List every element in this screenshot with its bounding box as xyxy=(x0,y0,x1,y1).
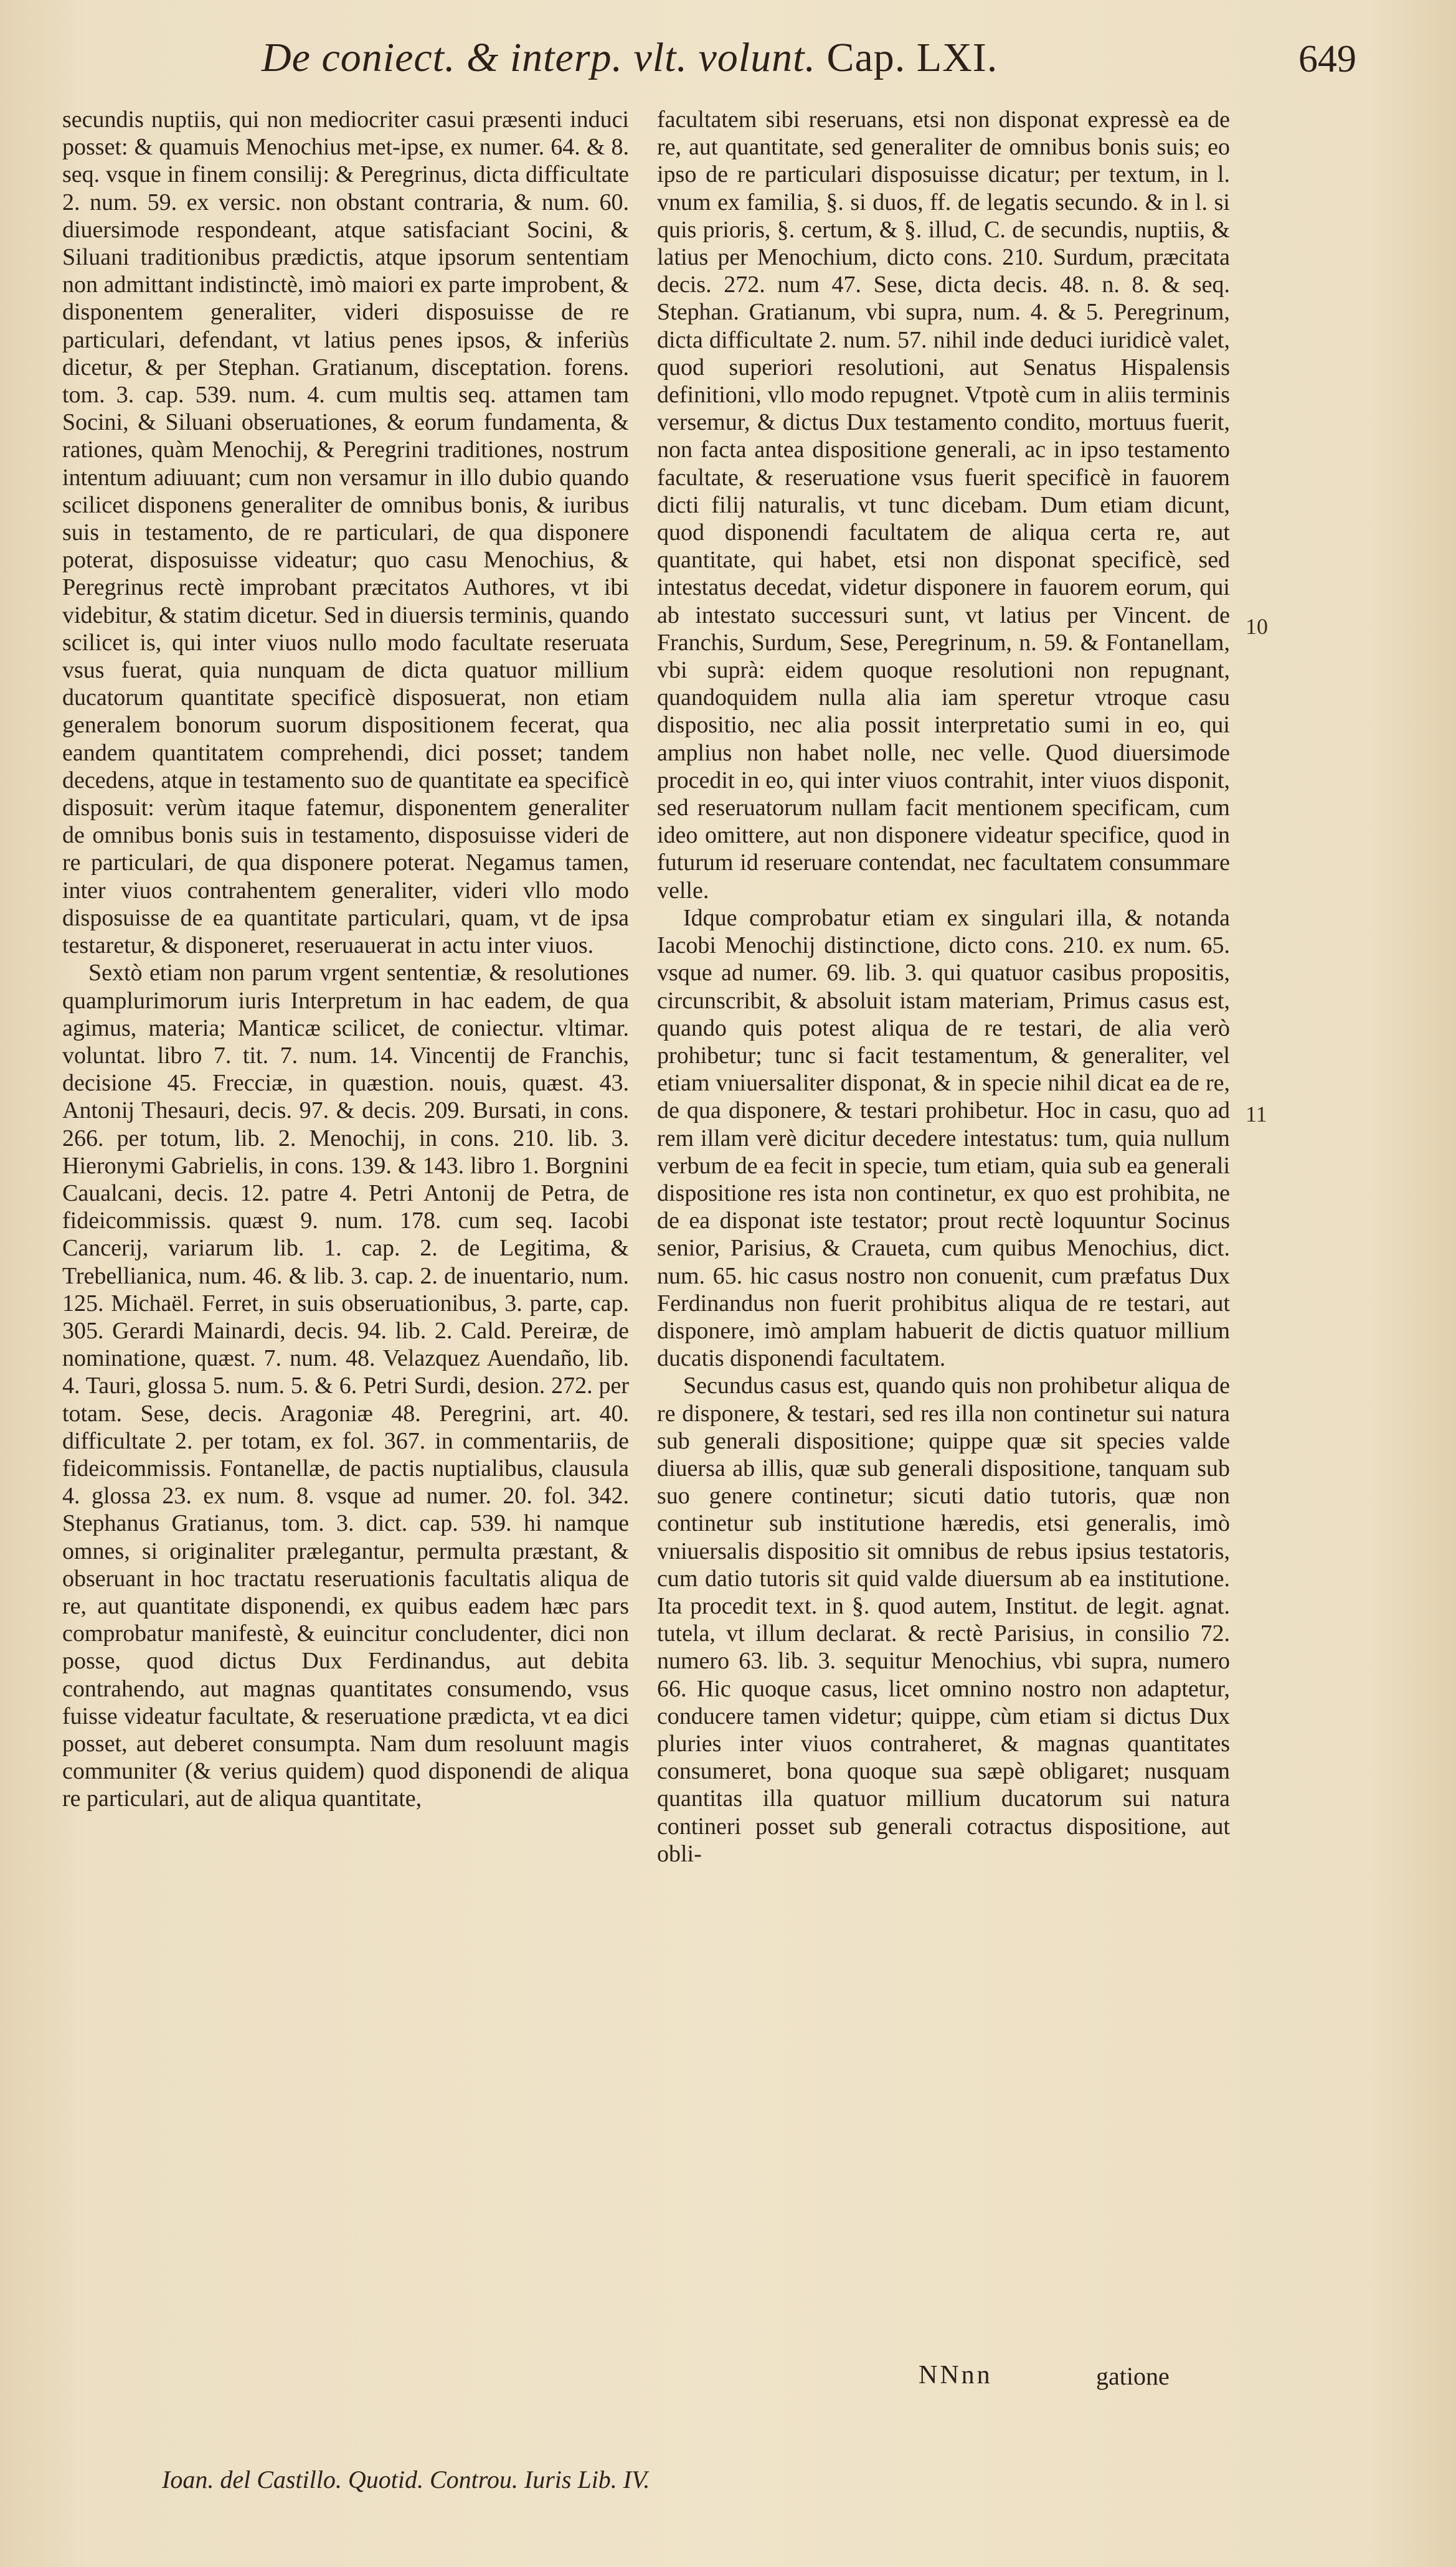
page-number: 649 xyxy=(1298,38,1356,80)
right-paragraph-3: Secundus casus est, quando quis non prohibetur aliqua de re disponere, & testari, sed res illa non continetur sui natura sub generali dispositione; quippe quæ sit species valde diuersa ab illis, quæ sub generali dispositione, tanquam sub suo genere continetur; sicuti datio tutoris, quæ non continetur sub institutione hæredis, etsi generalis, imò vniuersalis dispositio sit omnibus de rebus ipsius testatoris, cum datio tutoris sit quid valde diuersum ab ea institutione. Ita procedit text. in §. quod autem, Institut. de legit. agnat. tutela, vt illum declarat. & rectè Parisius, in consilio 72. numero 63. lib. 3. sequitur Menochius, vbi supra, numero 66. Hic quoque casus, licet omnino nostro non adaptetur, conducere tamen videtur; quippe, cùm etiam si dictus Dux pluries inter viuos contraheret, & magnas quantitates consumeret, bona quoque sua sæpè obligaret; nusquam quantitas illa quatuor millium ducatorum sui natura contineri posset sub generali cotractus dispositione, aut obli- xyxy=(657,1373,1230,1867)
right-column xyxy=(657,106,1230,2385)
catchword: gatione xyxy=(1096,2362,1170,2390)
right-paragraph-2: Idque comprobatur etiam ex singulari illa, & notanda Iacobi Menochij distinctione, dicto cons. 210. ex num. 65. vsque ad numer. 69. lib. 3. qui quatuor casibus propositis, circunscribit, & absoluit istam materiam, Primus casus est, quando quis potest aliqua de re testari, de alia verò prohibetur; tunc si facit testamentum, & generaliter, vel etiam vniuersaliter disponat, & in specie nihil dicat ea de re, de qua disponere, & testari prohibetur. Hoc in casu, quo ad rem illam verè dicitur decedere intestatus: tum, quia nullum verbum de ea fecit in specie, tum etiam, quia sub ea generali dispositione res ista non continetur, ex quo est prohibita, ne de ea disponat iste testator; prout rectè loquuntur Socinus senior, Parisius, & Craueta, cum quibus Menochius, dict. num. 65. hic casus nostro non conuenit, cum præfatus Dux Ferdinandus non fuerit prohibitus aliqua de re testari, aut disponere, imò amplam habuerit de dictis quatuor millium ducatis disponendi facultatem. xyxy=(657,904,1230,1372)
signature-mark: NNnn xyxy=(919,2361,993,2390)
chapter-label: Cap. LXI. xyxy=(826,35,998,80)
margin-number-11: 11 xyxy=(1246,1102,1267,1127)
left-paragraph-2: Sextò etiam non parum vrgent sententiæ, & resolutiones quamplurimorum iuris Interpretum in hac eadem, de qua agimus, materia; Manticæ scilicet, de coniectur. vltimar. voluntat. libro 7. tit. 7. num. 14. Vincentij de Franchis, decisione 45. Frecciæ, in quæstion. nouis, quæst. 43. Antonij Thesauri, decis. 97. & decis. 209. Bursati, in cons. 266. per totum, lib. 2. Menochij, in cons. 210. lib. 3. Hieronymi Gabrielis, in cons. 139. & 143. libro 1. Borgnini Caualcani, decis. 12. patre 4. Petri Antonij de Petra, de fideicommissis. quæst 9. num. 178. cum seq. Iacobi Cancerij, variarum lib. 1. cap. 2. de Legitima, & Trebellianica, num. 46. & lib. 3. cap. 2. de inuentario, num. 125. Michaël. Ferret, in suis obseruationibus, 3. parte, cap. 305. Gerardi Mainardi, decis. 94. lib. 2. Cald. Pereiræ, de nominatione, quæst. 7. num. 48. Velazquez Auendaño, lib. 4. Tauri, glossa 5. num. 5. & 6. Petri Surdi, desion. 272. per totam. Sese, decis. Aragoniæ 48. Peregrini, art. 40. difficultate 2. per totam, ex fol. 367. in commentariis, de fideicommissis. Fontanellæ, de pactis nuptialibus, clausula 4. glossa 23. ex num. 8. vsque ad numer. 20. fol. 342. Stephanus Gratianus, tom. 3. dict. cap. 539. hi namque omnes, si originaliter prælegantur, permulta præstant, & obseruant in hoc tractatu reseruationis facultatis aliqua de re, aut quantitate disponendi, ex quibus eadem hæc pars comprobatur manifestè, & euincitur concludenter, dici non posse, quod dictus Dux Ferdinandus, aut debita contrahendo, aut magnas quantitates consumendo, vsus fuisse videatur facultate, & reseruatione prædicta, vt ea dici posset, aut deberet consumpta. Nam dum resoluunt magis communiter (& verius quidem) quod disponendi de aliqua re particulari, aut de aliqua quantitate, xyxy=(62,960,629,1812)
running-header xyxy=(262,34,1258,103)
left-paragraph-1: secundis nuptiis, qui non mediocriter casui præsenti induci posset: & quamuis Menochius met-ipse, ex numer. 64. & 8. seq. vsque in finem consilij: & Peregrinus, dicta difficultate 2. num. 59. ex versic. non obstant contraria, & num. 60. diuersimode respondeant, atque satisfaciant Socini, & Siluani traditionibus prædictis, atque ipsorum sententiam non admittant indistinctè, imò maiori ex parte improbent, & disponentem generaliter, videri disposuisse de re particulari, defendant, vt latius penes ipsos, & inferiùs dicetur, & per Stephan. Gratianum, disceptation. forens. tom. 3. cap. 539. num. 4. cum multis seq. attamen tam Socini, & Siluani obseruationes, & eorum fundamenta, & rationes, quàm Menochij, & Peregrini traditiones, nostrum intentum adiuuant; cum non versamur in illo dubio quando scilicet disponens generaliter de omnibus bonis, & iuribus suis in testamento, de re particulari, de qua disponere poterat, disposuisse videatur; quo casu Menochius, & Peregrinus rectè improbant præcitatos Authores, vt ibi videbitur, & statim dicetur. Sed in diuersis terminis, quando scilicet is, qui inter viuos nullo modo facultate reseruata vsus fuerat, quia nunquam de dicta quatuor millium ducatorum quantitate specificè disposuerat, non etiam generalem bonorum suorum dispositionem fecerat, qua eandem quantitatem comprehendi, dici posset; tandem decedens, atque in testamento suo de quantitate ea specificè disposuit: verùm itaque fatemur, disponentem generaliter de omnibus bonis suis in testamento, disposuisse videri de re particulari, de qua disponere poterat. Negamus tamen, inter viuos contrahentem generaliter, videri vllo modo disposuisse de ea quantitate particulari, quam, vt de ipsa testaretur, & disponeret, reseruauerat in actu inter viuos. xyxy=(62,106,629,959)
margin-number-10: 10 xyxy=(1246,614,1268,639)
right-paragraph-1: facultatem sibi reseruans, etsi non disponat expressè ea de re, aut quantitate, sed generaliter de omnibus bonis suis; eo ipso de re particulari disposuisse dicatur; per textum, in l. vnum ex familia, §. si duos, ff. de legatis secundo. & in l. si quis prioris, §. certum, & §. illud, C. de secundis, nuptiis, & latius per Menochium, dicto cons. 210. Surdum, præcitata decis. 272. num 47. Sese, dicta decis. 48. n. 8. & seq. Stephan. Gratianum, vbi supra, num. 4. & 5. Peregrinum, dicta difficultate 2. num. 57. nihil inde deduci iuridicè valet, quod superiori resolutioni, aut Senatus Hispalensis definitioni, vllo modo repugnet. Vtpotè cum in aliis terminis versemur, & dictus Dux testamento condito, mortuus fuerit, non facta antea dispositione generali, ac in ipso testamento facultate, & reseruatione vsus fuerit specificè in fauorem dicti filij naturalis, vt tunc dicebam. Dum etiam dicunt, quod disponendi facultatem de aliqua certa re, aut quantitate, qui habet, etsi non disponat specificè, sed intestatus decedat, videtur disponere in fauorem eorum, qui ab intestato successuri sunt, vt latius per Vincent. de Franchis, Surdum, Sese, Peregrinum, n. 59. & Fontanellam, vbi suprà: eidem quoque resolutioni non repugnant, quandoquidem nulla alia iam speretur vtroque casu dispositio, nec alia possit interpretatio sumi in eo, qui amplius non habet nolle, nec velle. Quod diuersimode procedit in eo, qui inter viuos contrahit, inter viuos disponit, sed reseruatorum nullam facit mentionem specificam, cum ideo omittere, aut non disponere videatur specifice, quod in futurum id reseruare contendat, nec facultatem consummare velle. xyxy=(657,106,1230,904)
running-title: De coniect. & interp. vlt. volunt. xyxy=(262,35,816,80)
footer-attribution: Ioan. del Castillo. Quotid. Controu. Iuris Lib. IV. xyxy=(162,2465,650,2494)
left-column xyxy=(62,106,629,2460)
